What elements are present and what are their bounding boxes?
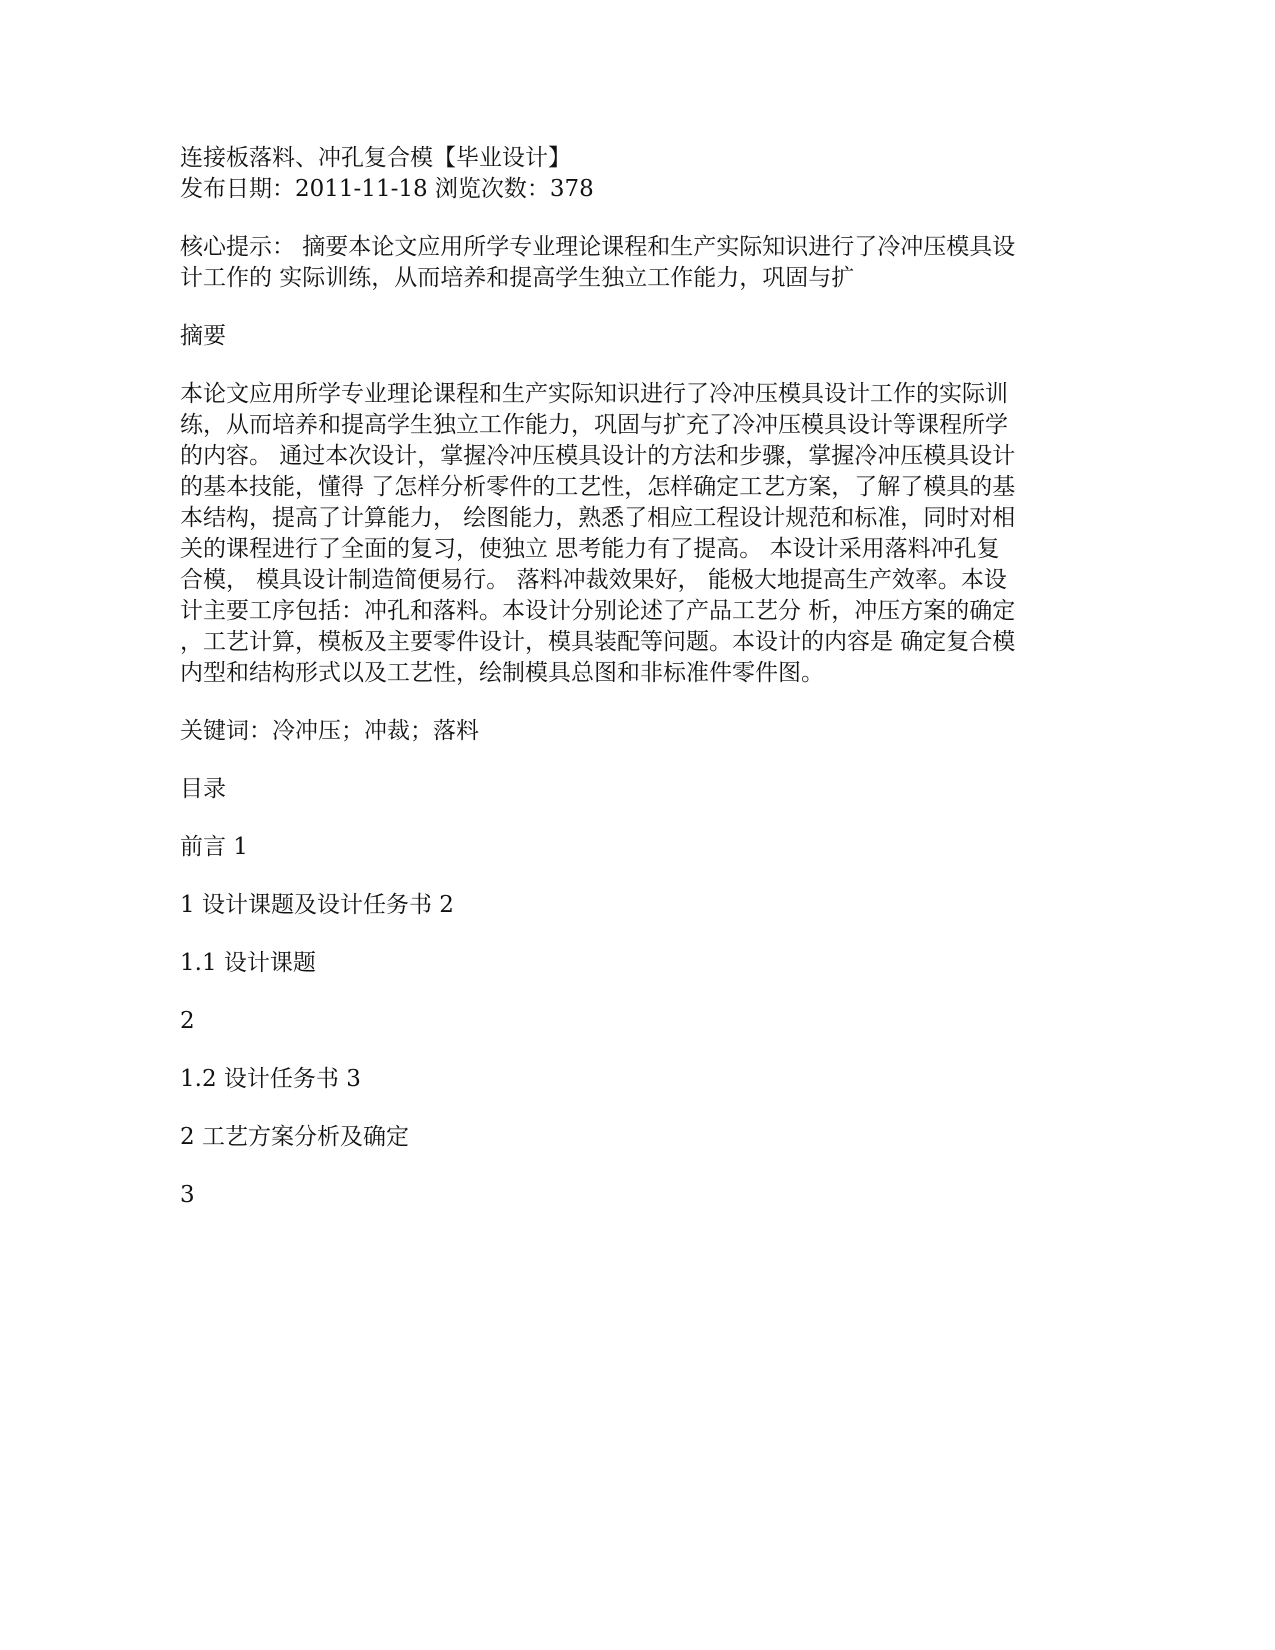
abstract-line: 关的课程进行了全面的复习，使独立 思考能力有了提高。 本设计采用落料冲孔复: [180, 536, 1000, 562]
abstract-line: 本结构，提高了计算能力， 绘图能力，熟悉了相应工程设计规范和标准，同时对相: [180, 505, 1016, 531]
page-title: 连接板落料、冲孔复合模【毕业设计】: [180, 145, 571, 171]
summary-line: 核心提示： 摘要本论文应用所学专业理论课程和生产实际知识进行了冷冲压模具设: [180, 234, 1016, 260]
abstract-line: 内型和结构形式以及工艺性，绘制模具总图和非标准件零件图。: [180, 660, 824, 686]
abstract-line: 合模， 模具设计制造简便易行。 落料冲裁效果好， 能极大地提高生产效率。本设: [180, 567, 1007, 593]
toc-item: 2 工艺方案分析及确定: [180, 1124, 409, 1150]
abstract-line: 本论文应用所学专业理论课程和生产实际知识进行了冷冲压模具设计工作的实际训: [180, 381, 1008, 407]
summary-paragraph: [180, 232, 1080, 294]
abstract-line: 计主要工序包括：冲孔和落料。本设计分别论述了产品工艺分 析，冲压方案的确定: [180, 598, 1016, 624]
toc-item: 前言 1: [180, 834, 248, 860]
summary-line: 计工作的 实际训练，从而培养和提高学生独立工作能力，巩固与扩: [180, 265, 855, 291]
toc-item: 1 设计课题及设计任务书 2: [180, 892, 454, 918]
table-of-contents: [180, 832, 1080, 1211]
keywords-line: 关键词：冷冲压；冲裁；落料: [180, 718, 479, 744]
publish-meta: 发布日期：2011-11-18 浏览次数：378: [180, 176, 594, 202]
abstract-heading: 摘要: [180, 323, 226, 349]
toc-heading: 目录: [180, 776, 226, 802]
abstract-line: ，工艺计算，模板及主要零件设计，模具装配等问题。本设计的内容是 确定复合模: [180, 629, 1016, 655]
abstract-line: 练，从而培养和提高学生独立工作能力，巩固与扩充了冷冲压模具设计等课程所学: [180, 412, 1008, 438]
document-page: [180, 143, 1080, 1238]
abstract-paragraph: [180, 379, 1080, 689]
document-header: [180, 143, 1080, 205]
toc-item: 3: [180, 1182, 195, 1208]
toc-item: 2: [180, 1008, 195, 1034]
toc-item: 1.1 设计课题: [180, 950, 316, 976]
toc-item: 1.2 设计任务书 3: [180, 1066, 361, 1092]
abstract-line: 的基本技能，懂得 了怎样分析零件的工艺性，怎样确定工艺方案，了解了模具的基: [180, 474, 1016, 500]
abstract-line: 的内容。 通过本次设计，掌握冷冲压模具设计的方法和步骤，掌握冷冲压模具设计: [180, 443, 1016, 469]
